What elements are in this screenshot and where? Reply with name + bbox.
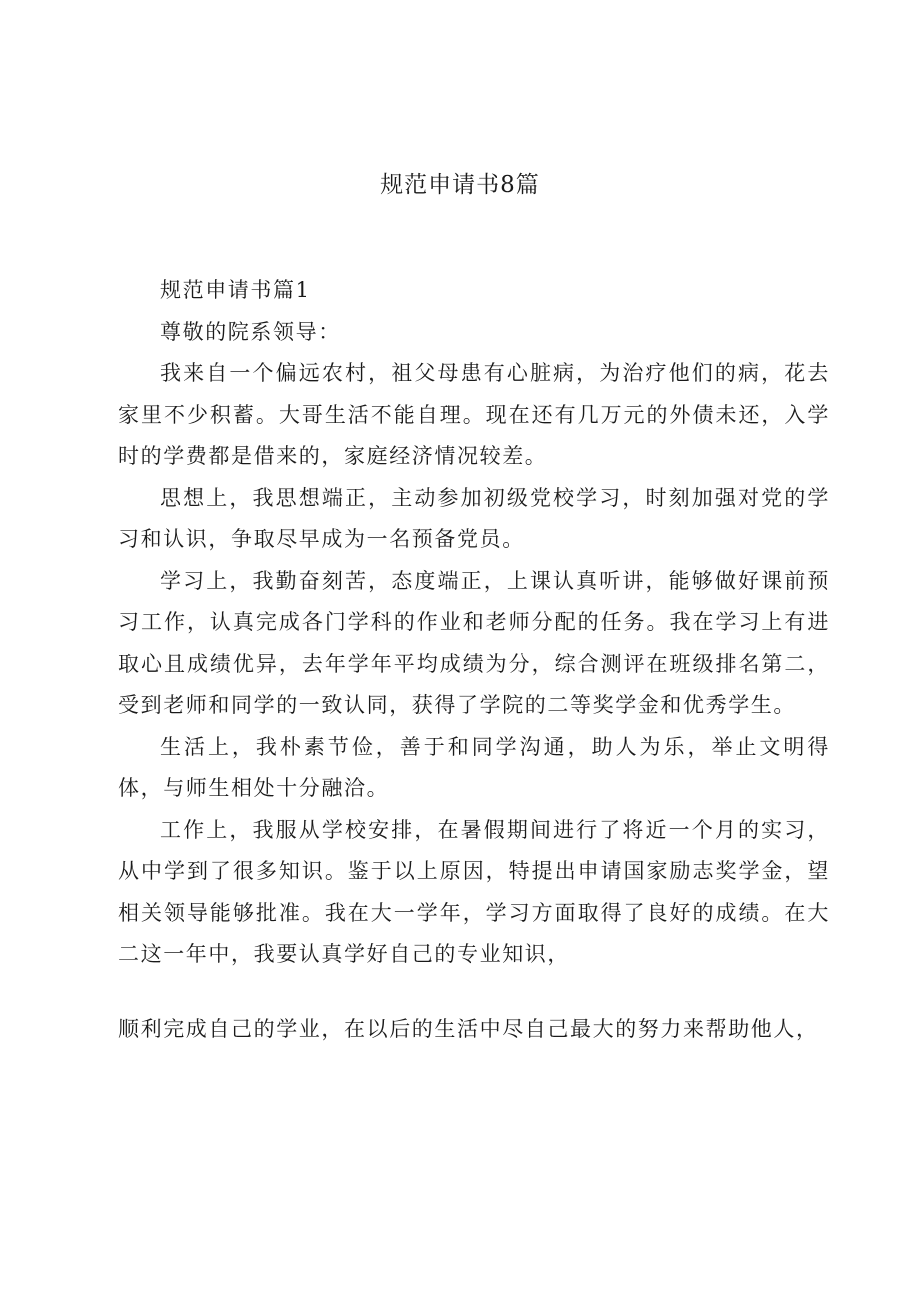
- document-title: 规范申请书8篇: [380, 172, 540, 198]
- paragraph-work: 工作上，我服从学校安排，在暑假期间进行了将近一个月的实习，从中学到了很多知识。鉴于以上原因，特提出申请国家励志奖学金，望相关领导能够批准。我在大一学年，学习方面取得了良好的成绩。在大二这一年中，我要认真学好自己的专业知识，: [118, 817, 830, 966]
- paragraph-ideology: 思想上，我思想端正，主动参加初级党校学习，时刻加强对党的学习和认识，争取尽早成为一名预备党员。: [118, 485, 830, 551]
- document-body: [118, 270, 830, 976]
- salutation: 尊敬的院系领导：: [160, 319, 341, 344]
- paragraph-study: 学习上，我勤奋刻苦，态度端正，上课认真听讲，能够做好课前预习工作，认真完成各门学科的作业和老师分配的任务。我在学习上有进取心且成绩优异，去年学年平均成绩为分，综合测评在班级排名第二，受到老师和同学的一致认同，获得了学院的二等奖学金和优秀学生。: [118, 568, 830, 717]
- continuation-line: 顺利完成自己的学业，在以后的生活中尽自己最大的努力来帮助他人，: [118, 1017, 819, 1041]
- paragraph-family-situation: 我来自一个偏远农村，祖父母患有心脏病，为治疗他们的病，花去家里不少积蓄。大哥生活不能自理。现在还有几万元的外债未还，入学时的学费都是借来的，家庭经济情况较差。: [118, 361, 830, 468]
- section-heading: 规范申请书篇1: [160, 278, 311, 302]
- paragraph-life: 生活上，我朴素节俭，善于和同学沟通，助人为乐，举止文明得体，与师生相处十分融洽。: [118, 734, 830, 800]
